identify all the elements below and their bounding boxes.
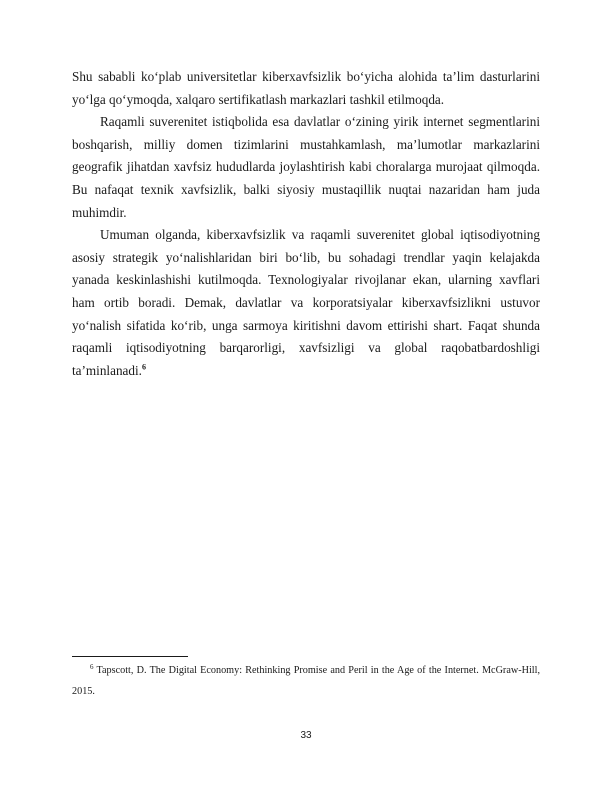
paragraph-3 bbox=[72, 224, 540, 382]
paragraph-1-text: Shu sababli ko‘plab universitetlar kiberxavfsizlik bo‘yicha alohida ta’lim dasturlarini yo‘lga qo‘ymoqda, xalqaro sertifikatlash markazlari tashkil etilmoqda. bbox=[72, 69, 540, 107]
footnote bbox=[72, 660, 540, 702]
paragraph-1 bbox=[72, 66, 540, 111]
footnote-number: 6 bbox=[90, 662, 94, 671]
paragraph-3-text: Umuman olganda, kiberxavfsizlik va raqamli suverenitet global iqtisodiyotning asosiy strategik yo‘nalishlaridan biri bo‘lib, bu sohadagi trendlar yaqin kelajakda yanada keskinlashishi kutilmoqda. Texnologiyalar rivojlanar ekan, ularning xavflari ham ortib boradi. Demak, davlatlar va korporatsiyalar kiberxavfsizlikni ustuvor yo‘nalish sifatida ko‘rib, unga sarmoya kiritishni davom ettirishi shart. Faqat shunda raqamli iqtisodiyotning barqarorligi, xavfsizligi va global raqobatbardoshligi ta’minlanadi. bbox=[72, 227, 540, 378]
footnote-reference[interactable]: 6 bbox=[141, 362, 146, 372]
footnote-divider bbox=[72, 656, 188, 657]
paragraph-2-text: Raqamli suverenitet istiqbolida esa davlatlar o‘zining yirik internet segmentlarini boshqarish, milliy domen tizimlarini mustahkamlash, ma’lumotlar markazlarini geografik jihatdan xavfsiz hududlarda joylashtirish kabi choralarga murojaat qilmoqda. Bu nafaqat texnik xavfsizlik, balki siyosiy mustaqillik nuqtai nazaridan ham juda muhimdir. bbox=[72, 114, 540, 220]
paragraph-2 bbox=[72, 111, 540, 224]
page-number: 33 bbox=[300, 730, 312, 741]
footnote-text: Tapscott, D. The Digital Economy: Rethinking Promise and Peril in the Age of the Internet. McGraw-Hill, 2015. bbox=[72, 665, 540, 697]
body-text bbox=[72, 66, 540, 382]
